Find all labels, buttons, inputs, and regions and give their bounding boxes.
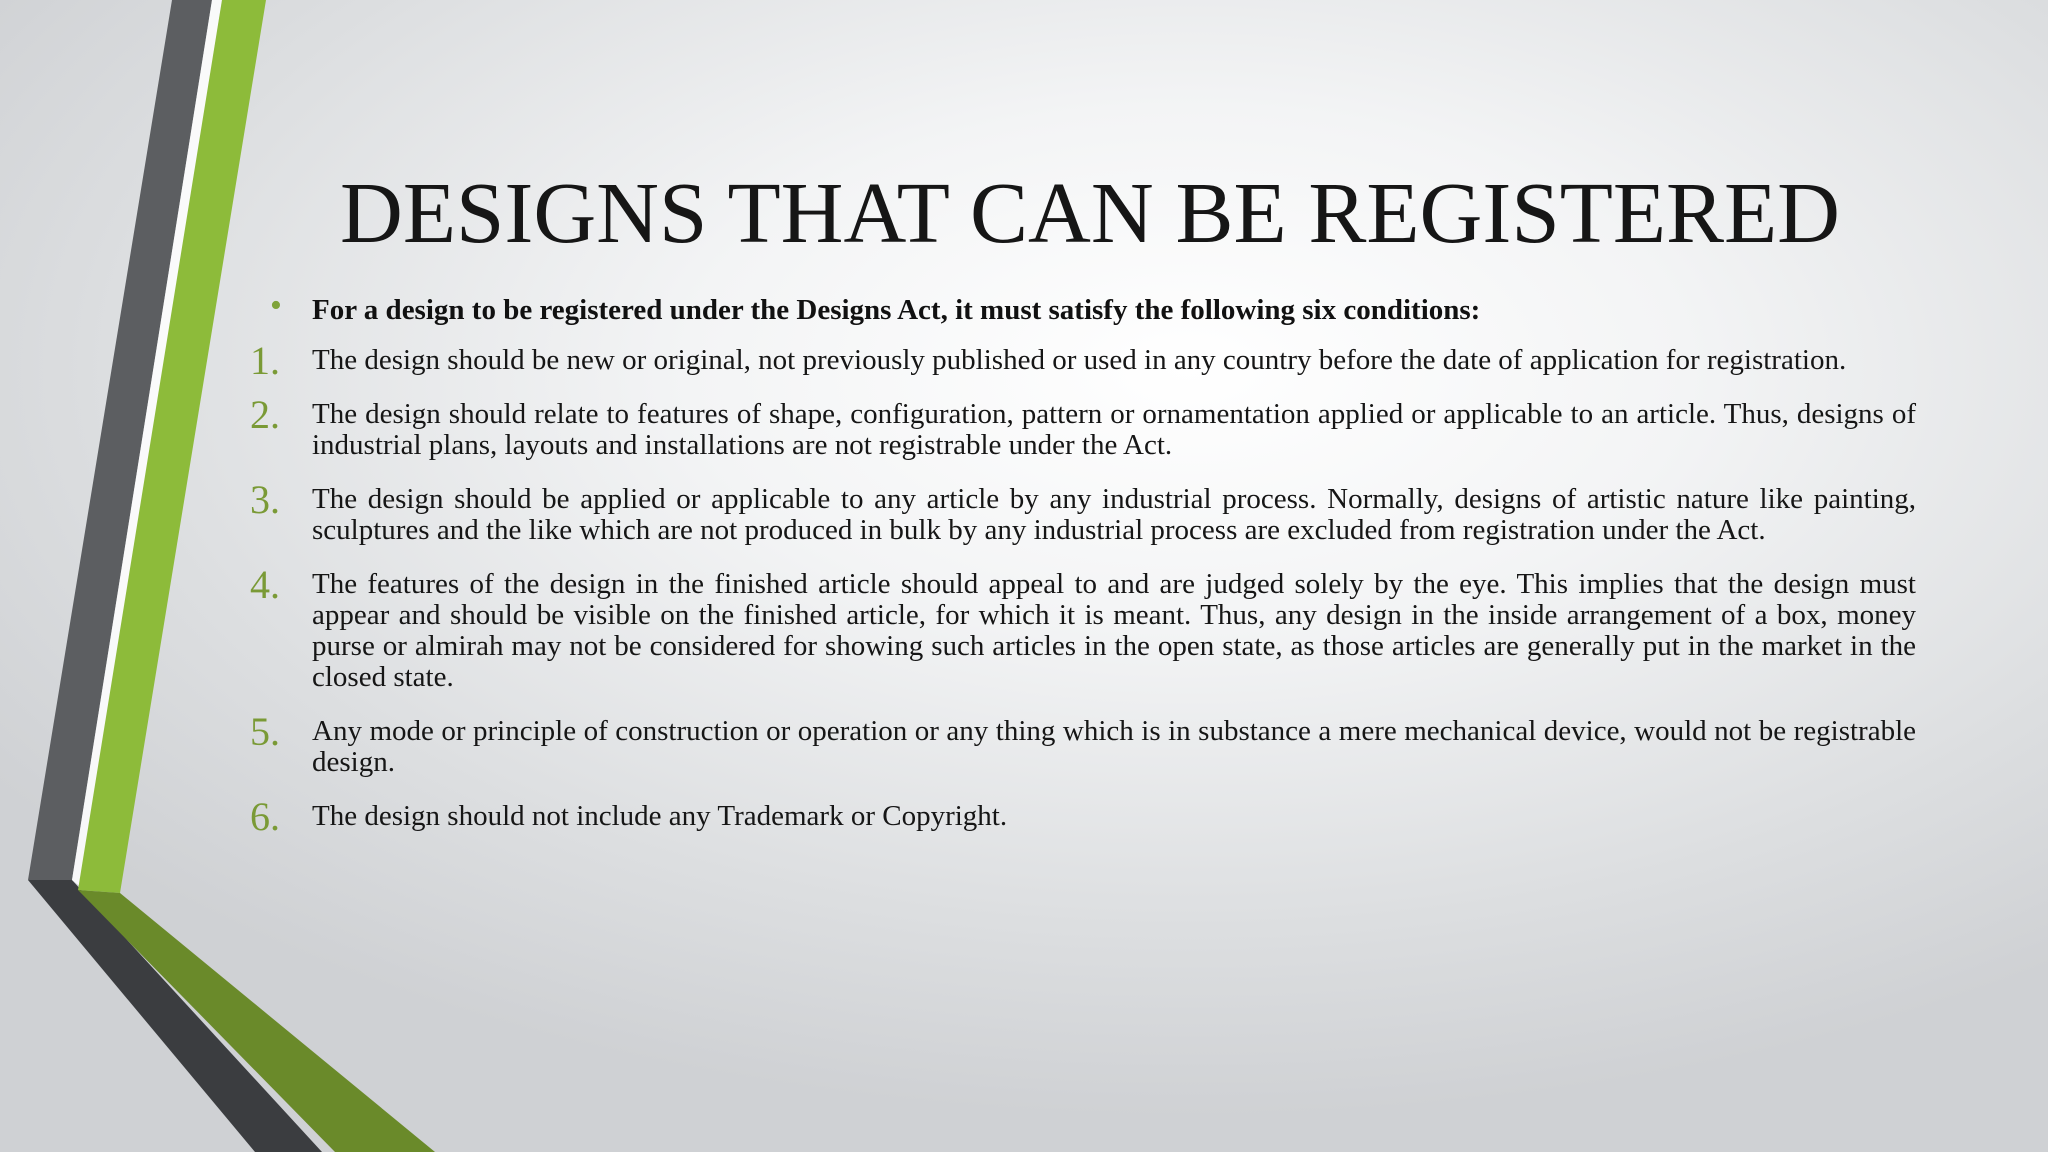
conditions-list: [250, 338, 1916, 855]
condition-text: The design should be new or original, not previously published or used in any country before the date of application for registration.: [312, 344, 1847, 376]
white-separator: [72, 0, 222, 888]
intro-text: For a design to be registered under the Designs Act, it must satisfy the following six conditions:: [312, 294, 1481, 326]
condition-item-2: [250, 392, 1916, 461]
condition-item-1: [250, 338, 1916, 383]
bullet-icon: •: [270, 287, 282, 324]
dark-gray-stripe-lower: [28, 880, 322, 1152]
condition-text: The design should be applied or applicable to any article by any industrial process. Normally, designs of artistic nature like painting, sculptures and the like which are not produced in bulk by any industrial process are excluded from registration under the Act.: [312, 483, 1916, 546]
condition-number: 1.: [250, 338, 280, 383]
condition-number: 4.: [250, 562, 280, 607]
condition-item-6: [250, 794, 1916, 839]
condition-text: The design should relate to features of shape, configuration, pattern or ornamentation applied or applicable to an article. Thus, designs of industrial plans, layouts and installations are not registrable under the Act.: [312, 398, 1916, 461]
condition-item-4: [250, 562, 1916, 693]
condition-item-5: [250, 709, 1916, 778]
condition-text: The design should not include any Trademark or Copyright.: [312, 800, 1008, 832]
condition-number: 6.: [250, 794, 280, 839]
condition-text: The features of the design in the finished article should appeal to and are judged solely by the eye. This implies that the design must appear and should be visible on the finished article, for which it is meant. Thus, any design in the inside arrangement of a box, money purse or almirah may not be considered for showing such articles in the open state, as those articles are generally put in the market in the closed state.: [312, 568, 1916, 693]
slide-title: DESIGNS THAT CAN BE REGISTERED: [339, 164, 1841, 261]
condition-number: 2.: [250, 392, 280, 437]
condition-item-3: [250, 477, 1916, 546]
condition-number: 3.: [250, 477, 280, 522]
intro-bullet: [270, 287, 1920, 330]
condition-text: Any mode or principle of construction or operation or any thing which is in substance a mere mechanical device, would not be registrable design.: [312, 715, 1916, 778]
condition-number: 5.: [250, 709, 280, 754]
